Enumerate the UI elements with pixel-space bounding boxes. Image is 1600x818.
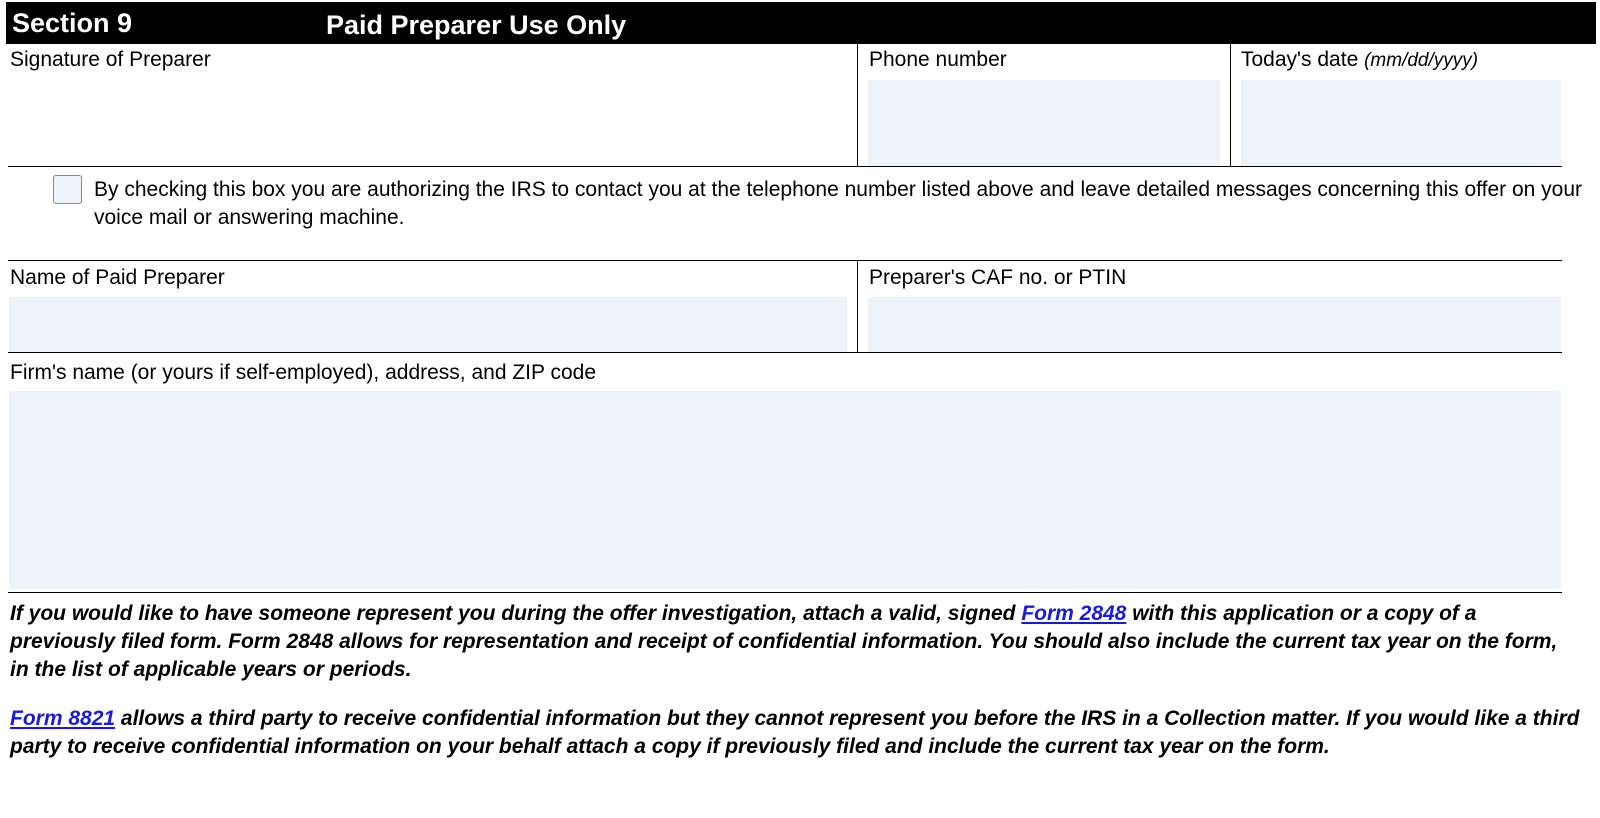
form-8821-link[interactable]: Form 8821 <box>10 707 116 730</box>
date-format-hint: (mm/dd/yyyy) <box>1364 50 1479 71</box>
divider <box>8 592 1562 593</box>
divider <box>8 352 1562 353</box>
date-label <box>1241 48 1478 72</box>
representation-note <box>10 600 1580 684</box>
authorization-checkbox[interactable] <box>53 175 82 204</box>
section-title: Paid Preparer Use Only <box>326 10 627 40</box>
divider <box>857 260 858 353</box>
divider <box>8 166 1562 167</box>
preparer-name-label: Name of Paid Preparer <box>10 266 225 289</box>
divider <box>8 260 1562 261</box>
divider <box>857 44 858 167</box>
date-input[interactable] <box>1241 80 1561 166</box>
divider <box>1230 44 1231 167</box>
form-2848-link[interactable]: Form 2848 <box>1021 602 1127 625</box>
signature-label: Signature of Preparer <box>10 48 211 71</box>
date-label-text: Today's date <box>1241 48 1359 71</box>
firm-label: Firm's name (or yours if self-employed), address, and ZIP code <box>10 361 597 384</box>
section-header <box>6 2 1596 44</box>
firm-address-input[interactable] <box>9 391 1561 589</box>
caf-label: Preparer's CAF no. or PTIN <box>869 266 1127 289</box>
note-text: If you would like to have someone represent you during the offer investigation, attach a valid, signed <box>10 602 1022 625</box>
preparer-name-input[interactable] <box>9 297 847 352</box>
note-text: allows a third party to receive confidential information but they cannot represent you before the IRS in a Collection matter. If you would like a third party to receive confidential information on your behalf attach a copy if previously filed and include the current tax year on the form. <box>10 707 1580 758</box>
phone-label: Phone number <box>869 48 1007 71</box>
note-text: with this application or a copy of a previously filed form. Form 2848 allows for representation and receipt of confidential information. You should also include the current tax year on the form, in the list of applicable years or periods. <box>10 602 1558 681</box>
phone-input[interactable] <box>868 80 1220 166</box>
caf-ptin-input[interactable] <box>868 297 1561 352</box>
authorization-text: By checking this box you are authorizing the IRS to contact you at the telephone number listed above and leave detailed messages concerning this offer on your voice mail or answering machine. <box>94 178 1583 229</box>
section-number: Section 9 <box>12 8 133 38</box>
third-party-note <box>10 705 1580 761</box>
